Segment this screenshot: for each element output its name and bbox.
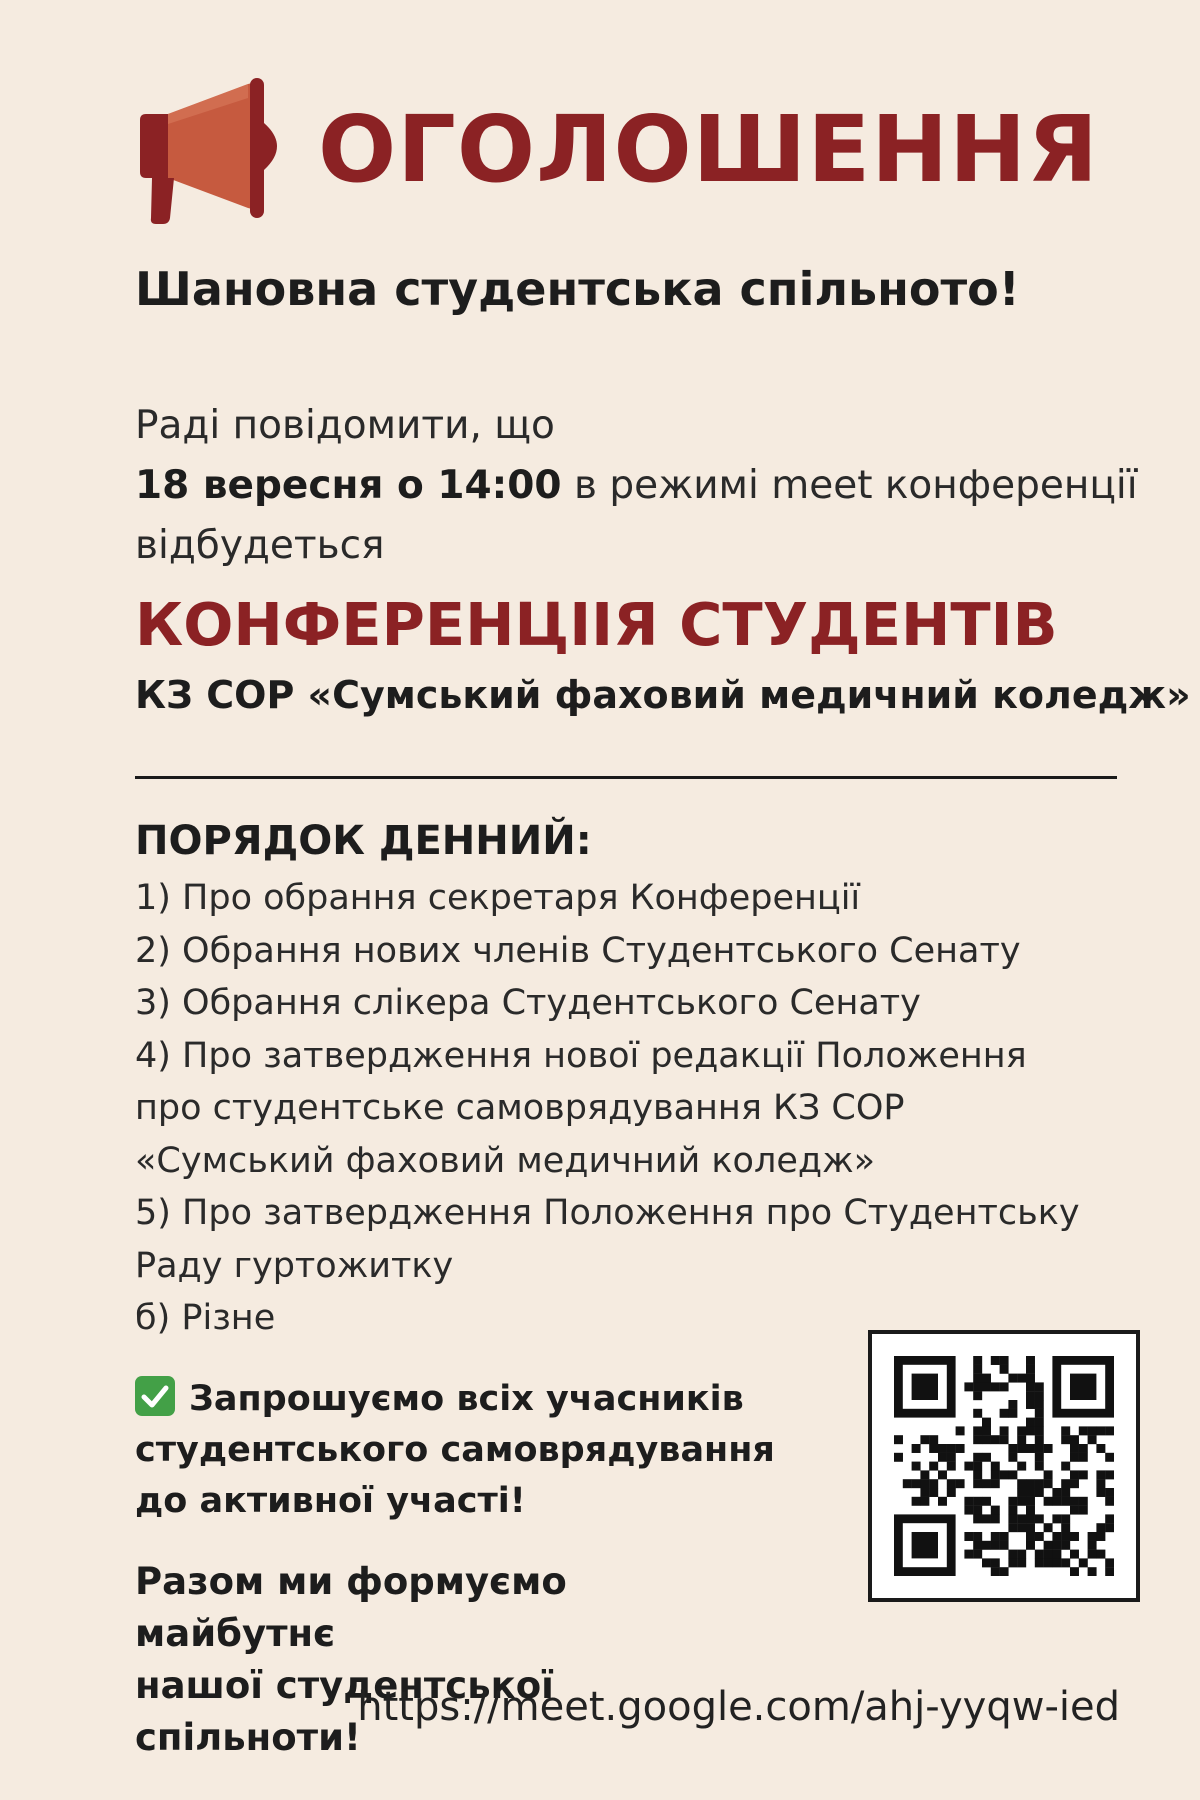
page-title: ОГОЛОШЕННЯ [318, 96, 1099, 203]
invite-line [135, 1374, 775, 1425]
agenda-item: про студентське самоврядування КЗ СОР [135, 1088, 905, 1128]
agenda-item: 2) Обрання нових членів Студентського Сенату [135, 930, 1021, 971]
slogan-line: Разом ми формуємо майбутнє [135, 1560, 567, 1655]
invite-line-text: Запрошуємо всіх учасників [189, 1379, 744, 1419]
invite-line: студентського самоврядування [135, 1430, 775, 1470]
agenda-item: 5) Про затвердження Положення про Студентську [135, 1193, 1080, 1233]
qr-code[interactable] [868, 1330, 1140, 1602]
slogan-line: нашої студентської спільноти! [135, 1664, 554, 1759]
event-datetime: 18 вересня о 14:00 [135, 463, 562, 508]
invite-line: до активної участі! [135, 1481, 526, 1521]
invitation-text [135, 1374, 775, 1527]
greeting-heading: Шановна студентська спільното! [135, 262, 1020, 316]
divider [135, 776, 1117, 779]
announcement-header [130, 78, 1099, 228]
intro-paragraph [135, 396, 1145, 576]
agenda-item: «Сумський фаховий медичний коледж» [135, 1140, 876, 1181]
agenda-title: ПОРЯДОК ДЕННИЙ: [135, 818, 592, 864]
agenda-item: 1) Про обрання секретаря Конференції [135, 878, 861, 918]
agenda-list [135, 872, 1095, 1345]
college-name: КЗ СОР «Сумський фаховий медичний коледж» [135, 673, 1191, 717]
agenda-item: б) Різне [135, 1298, 276, 1338]
conference-title: КОНФЕРЕНЦІІЯ СТУДЕНТІВ [135, 590, 1058, 659]
intro-line: Раді повідомити, що [135, 403, 555, 448]
meeting-link[interactable]: https://meet.google.com/ahj-yyqw-ied [357, 1684, 1120, 1730]
check-icon [135, 1376, 175, 1416]
qr-code-icon [894, 1356, 1114, 1576]
intro-line [135, 456, 1145, 516]
intro-line-rest: в режимі meet конференції [561, 463, 1138, 508]
agenda-item: Раду гуртожитку [135, 1245, 454, 1286]
agenda-item: 3) Обрання слікера Студентського Сенату [135, 983, 921, 1023]
agenda-item: 4) Про затвердження нової редакції Положення [135, 1035, 1027, 1076]
megaphone-icon [130, 78, 290, 228]
closing-slogan [135, 1556, 775, 1764]
intro-line: відбудеться [135, 523, 385, 568]
